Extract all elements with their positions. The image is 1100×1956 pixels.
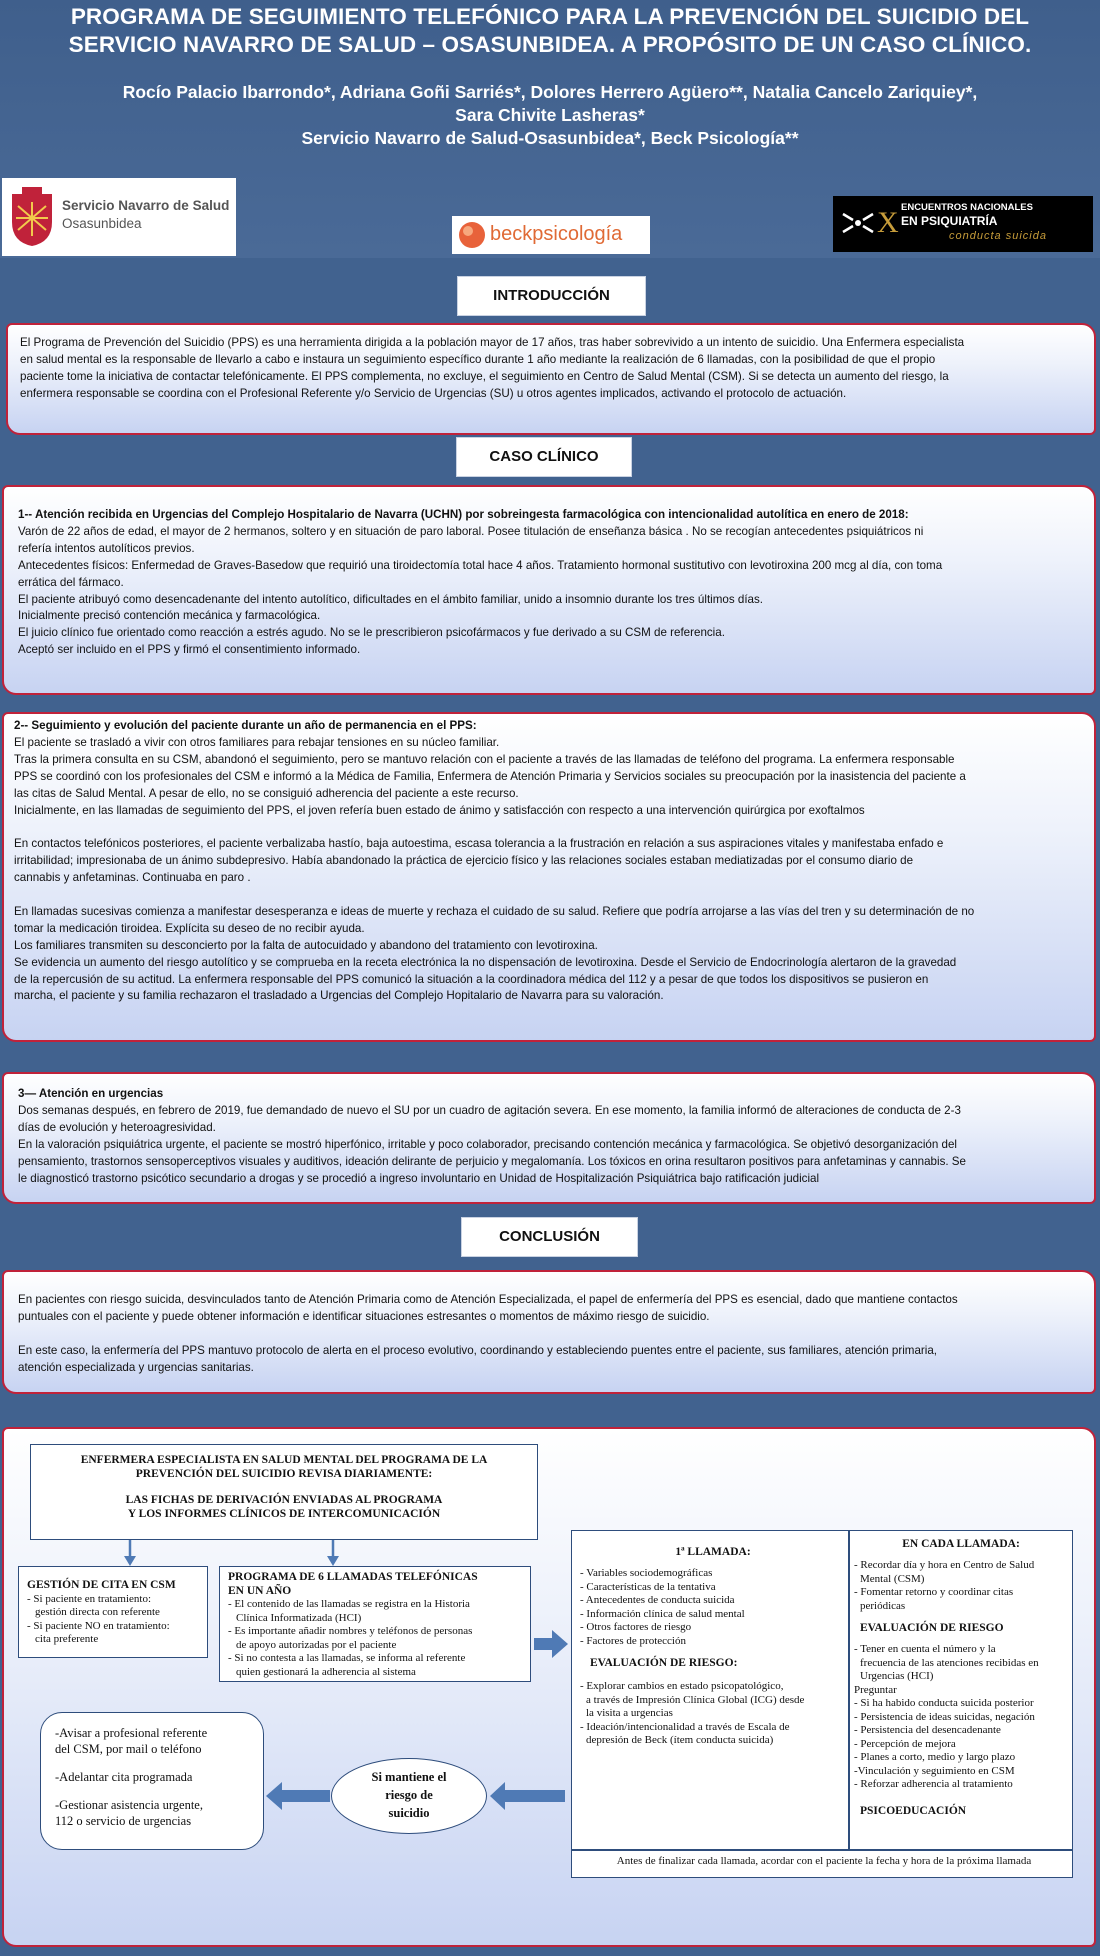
beck-logo-prefix: beck [490, 223, 533, 245]
caso-2-line: El paciente se trasladó a vivir con otros familiares para rebajar tensiones en su núcleo familiar. [14, 735, 500, 749]
sns-logo [2, 178, 236, 256]
primera-llamada-line: - Variables sociodemográficas [580, 1567, 713, 1579]
table-footer-note: Antes de finalizar cada llamada, acordar con el paciente la fecha y hora de la próxima llamada [616, 1855, 1032, 1867]
encuentros-line-2: EN PSIQUIATRÍA [901, 214, 998, 228]
cada-evaluacion-line: - Planes a corto, medio y largo plazo [854, 1751, 1016, 1763]
section-label-conclusion: CONCLUSIÓN [461, 1217, 638, 1257]
gestion-cita-line: gestión directa con referente [35, 1606, 160, 1618]
poster-title-line-2: SERVICIO NAVARRO DE SALUD – OSASUNBIDEA. A PROPÓSITO DE UN CASO CLÍNICO. [68, 32, 1032, 57]
navarra-shield-icon [8, 186, 56, 248]
cada-evaluacion-line: -Vinculación y seguimiento en CSM [854, 1764, 1015, 1777]
primera-llamada-line: - Características de la tentativa [580, 1580, 716, 1593]
cada-llamada-title: EN CADA LLAMADA: [902, 1538, 1020, 1550]
conclusion-text [18, 1292, 1090, 1377]
top-box-line-2: PREVENCIÓN DEL SUICIDIO REVISA DIARIAMENTE: [135, 1468, 433, 1480]
encuentros-line-1: ENCUENTROS NACIONALES [901, 202, 1033, 213]
primera-llamada-line: - Factores de protección [580, 1634, 686, 1647]
caso-2-line: En contactos telefónicos posteriores, el paciente verbalizaba hastío, baja autoestima, escasa tolerancia a la frustración en relación a sus aspiraciones vitales y manifestaba enfado e [14, 837, 944, 851]
caso-1-line: Inicialmente precisó contención mecánica y farmacológica. [18, 609, 321, 623]
caso-1-line: Aceptó ser incluido en el PPS y firmó el consentimiento informado. [18, 643, 361, 657]
oval-line-3: suicidio [388, 1806, 430, 1820]
caso-2-line: PPS se coordinó con los profesionales del CSM e informó a la Médica de Familia, Enfermera de Atención Primaria y Servicios sociales su preocupación por la inasistencia del paciente a [14, 769, 966, 783]
caso-2-line: las citas de Salud Mental. A pesar de ello, no se consiguió adherencia del paciente a este recurso. [14, 786, 519, 800]
cada-evaluacion-line: Preguntar [854, 1683, 897, 1696]
encuentros-line-3: conducta suicida [949, 230, 1047, 242]
primera-evaluacion-line: a través de Impresión Clínica Global (ICG) desde [586, 1693, 805, 1706]
caso-2-line: irritabilidad; impresionaba de un ánimo subdepresivo. Había abandonado la práctica de ejercicio físico y las relaciones sociales estaban mediatizadas por el consumo diario de [14, 854, 914, 868]
primera-llamada-line: - Otros factores de riesgo [580, 1621, 692, 1633]
llamadas-table [571, 1530, 1073, 1878]
caso-3-text [18, 1086, 1090, 1187]
intro-line: paciente tome la iniciativa de contactar telefónicamente. El PPS complementa, no excluye, el seguimiento en Centro de Salud Mental (CSM). Si se detecta un aumento del riesgo, la [20, 369, 949, 383]
conclusion-line: En este caso, la enfermería del PPS mantuvo protocolo de alerta en el proceso evolutivo, coordinando y estableciendo puentes entre el paciente, sus familiares, atención primaria, [18, 1343, 938, 1357]
acciones-line: -Adelantar cita programada [55, 1770, 193, 1784]
encuentros-logo [833, 196, 1093, 252]
psicoeducacion-label: PSICOEDUCACIÓN [860, 1804, 967, 1817]
programa-line: - El contenido de las llamadas se registra en la Historia [228, 1598, 470, 1610]
cada-evaluacion-line: - Persistencia de ideas suicidas, negación [854, 1710, 1035, 1723]
caso-1-line: Antecedentes físicos: Enfermedad de Graves-Basedow que requirió una tiroidectomía total hace 4 años. Tratamiento hormonal sustitutivo con levotiroxina 200 mcg al día, con toma [18, 558, 943, 572]
intro-line: El Programa de Prevención del Suicidio (PPS) es una herramienta dirigida a la población mayor de 17 años, tras haber sobrevivido a un intento de suicidio. Una Enfermera especialista [20, 336, 965, 349]
gestion-cita-line: cita preferente [35, 1633, 99, 1645]
programa-llamadas-box [219, 1566, 531, 1682]
conclusion-line: En pacientes con riesgo suicida, desvinculados tanto de Atención Primaria como de Atención Especializada, el papel de enfermería del PPS es esencial, dado que mantiene contactos [18, 1293, 958, 1306]
acciones-line: del CSM, por mail o teléfono [55, 1742, 202, 1756]
gestion-cita-box [18, 1566, 208, 1658]
authors-line-2: Sara Chivite Lasheras* [455, 105, 645, 125]
top-box-line-3: LAS FICHAS DE DERIVACIÓN ENVIADAS AL PROGRAMA [125, 1494, 443, 1506]
cada-evaluacion-line: - Percepción de mejora [854, 1737, 956, 1750]
intro-line: enfermera responsable se coordina con el Profesional Referente y/o Servicio de Urgencias (SU) u otros agentes implicados, activando el protocolo de actuación. [20, 386, 847, 400]
gestion-cita-title: GESTIÓN DE CITA EN CSM [27, 1579, 176, 1591]
primera-llamada-line: - Información clínica de salud mental [580, 1607, 745, 1620]
conclusion-line: puntuales con el paciente y puede obtener información e identificar situaciones estresantes o momentos de máximo riesgo de suicidio. [18, 1309, 710, 1323]
primera-evaluacion-line: la visita a urgencias [586, 1707, 673, 1719]
caso-1-line: errática del fármaco. [18, 575, 124, 589]
conclusion-line: atención especializada y urgencias sanitarias. [18, 1360, 254, 1374]
poster-header [0, 0, 1100, 258]
section-label-introduccion: INTRODUCCIÓN [457, 276, 646, 316]
programa-line: quien gestionará la adherencia al sistema [236, 1665, 416, 1678]
caso-1-line: refería intentos autolíticos previos. [18, 541, 195, 555]
primera-llamada-column [580, 1545, 846, 1748]
cada-llamada-column [854, 1537, 1068, 1818]
caso-2-line: Los familiares transmiten su desconcierto por la falta de autocuidado y abandono del tratamiento con levotiroxina. [14, 938, 598, 952]
conclusion-panel [2, 1270, 1096, 1394]
acciones-line: -Gestionar asistencia urgente, [55, 1798, 203, 1812]
beck-logo [452, 216, 650, 254]
authors-line-3: Servicio Navarro de Salud-Osasunbidea*, Beck Psicología** [301, 128, 799, 148]
caso-2-line: tomar la medicación tiroidea. Explícita su deseo de no recibir ayuda. [14, 921, 365, 935]
beck-logo-suffix: psicología [532, 223, 623, 245]
caso-3-heading: 3— Atención en urgencias [18, 1087, 164, 1100]
caso-2-panel [2, 712, 1096, 1042]
beck-logo-text [490, 223, 622, 246]
programa-title-1: PROGRAMA DE 6 LLAMADAS TELEFÓNICAS [228, 1571, 478, 1583]
cada-evaluacion-line: - Tener en cuenta el número y la [854, 1643, 996, 1655]
caso-1-line: Varón de 22 años de edad, el mayor de 2 hermanos, soltero y en situación de paro laboral. Posee titulación de enseñanza básica . No se recogían antecedentes psiquiátricos ni [18, 524, 924, 538]
oval-line-1: Si mantiene el [371, 1770, 447, 1784]
gestion-cita-line: - Si paciente NO en tratamiento: [27, 1619, 170, 1632]
intro-panel [6, 323, 1096, 435]
intro-text [20, 335, 1086, 403]
primera-evaluacion-line: - Ideación/intencionalidad a través de Escala de [580, 1720, 790, 1733]
acciones-box [40, 1712, 264, 1850]
beck-circle-icon [456, 220, 490, 250]
caso-2-line: Inicialmente, en las llamadas de seguimiento del PPS, el joven refería buen estado de ánimo y satisfacción con respecto a una intervención quirúrgica por exoftalmos [14, 803, 865, 817]
caso-2-line: cannabis y anfetaminas. Continuaba en paro . [14, 871, 251, 885]
caso-3-line: En la valoración psiquiátrica urgente, el paciente se mostró hiperfónico, irritable y poco colaborador, precisando contención mecánica y farmacológica. Se objetivó desorganización del [18, 1137, 957, 1151]
section-label-caso-clinico: CASO CLÍNICO [456, 437, 632, 477]
caso-1-panel [2, 485, 1096, 695]
sns-logo-subtext: Osasunbidea [62, 216, 142, 231]
caso-2-line: Tras la primera consulta en su CSM, abandonó el seguimiento, pero se mantuvo relación con el paciente a través de las llamadas de teléfono del programa. La enfermera responsable [14, 752, 955, 766]
acciones-line: 112 o servicio de urgencias [55, 1814, 192, 1828]
primera-evaluacion-line: - Explorar cambios en estado psicopatológico, [580, 1680, 784, 1692]
gestion-cita-line: - Si paciente en tratamiento: [27, 1592, 152, 1605]
programa-line: de apoyo autorizadas por el paciente [236, 1638, 397, 1651]
cada-evaluacion-line: - Reforzar adherencia al tratamiento [854, 1778, 1013, 1790]
riesgo-oval [331, 1758, 487, 1834]
encuentros-numeral: X [877, 206, 899, 239]
cada-llamada-line: Mental (CSM) [860, 1572, 925, 1585]
arrows-converge-icon [841, 206, 875, 240]
primera-llamada-title: 1ª LLAMADA: [675, 1546, 751, 1558]
diagram-top-box [30, 1444, 538, 1540]
programa-line: Clínica Informatizada (HCI) [236, 1611, 362, 1624]
primera-llamada-line: - Antecedentes de conducta suicida [580, 1594, 735, 1606]
cada-evaluacion-line: Urgencias (HCI) [860, 1670, 934, 1682]
caso-3-line: días de evolución y heteroagresividad. [18, 1120, 216, 1134]
cada-evaluacion-title: EVALUACIÓN DE RIESGO [860, 1622, 1004, 1634]
sns-logo-text: Servicio Navarro de Salud [62, 198, 230, 213]
caso-3-line: le diagnosticó trastorno psicótico secundario a drogas y se procedió a ingreso involuntario en Unidad de Hospitalización Psiquiátrica bajo ratificación judicial [18, 1171, 820, 1185]
cada-evaluacion-line: - Si ha habido conducta suicida posterior [854, 1697, 1034, 1709]
caso-1-line: El juicio clínico fue orientado como reacción a estrés agudo. No se le prescribieron psicofármacos y fue derivado a su CSM de referencia. [18, 626, 725, 640]
caso-2-line: de la repercusión de su actitud. La enfermera responsable del PPS comunicó la situación a la coordinadora médica del 112 y a pesar de que todos los dispositivos se pusieron en [14, 972, 929, 986]
oval-line-2: riesgo de [385, 1788, 433, 1802]
programa-line: - Es importante añadir nombres y teléfonos de personas [228, 1625, 473, 1637]
top-box-line-4: Y LOS INFORMES CLÍNICOS DE INTERCOMUNICACIÓN [127, 1508, 441, 1520]
acciones-line: -Avisar a profesional referente [55, 1726, 208, 1740]
caso-2-line: marcha, el paciente y su familia rechazaron el trasladado a Urgencias del Complejo Hopitalario de Navarra para su valoración. [14, 989, 664, 1003]
intro-line: en salud mental es la responsable de llevarlo a cabo e instaura un seguimiento específico durante 1 año mediante la realización de 6 llamadas, con la posibilidad de que el propio [20, 352, 936, 366]
top-box-line-1: ENFERMERA ESPECIALISTA EN SALUD MENTAL DEL PROGRAMA DE LA [80, 1454, 488, 1466]
primera-evaluacion-line: depresión de Beck (ítem conducta suicida) [586, 1734, 774, 1746]
primera-evaluacion-title: EVALUACIÓN DE RIESGO: [590, 1657, 738, 1669]
cada-llamada-line: - Fomentar retorno y coordinar citas [854, 1586, 1014, 1598]
caso-3-panel [2, 1072, 1096, 1204]
caso-2-heading: 2-- Seguimiento y evolución del paciente durante un año de permanencia en el PPS: [14, 719, 477, 732]
caso-2-text [14, 718, 1086, 1005]
cada-llamada-line: periódicas [860, 1599, 906, 1612]
programa-title-2: EN UN AÑO [228, 1584, 292, 1597]
caso-3-line: pensamiento, trastornos sensoperceptivos visuales y auditivos, ideación delirante de perjuicio y megalomanía. Los tóxicos en orina resultaron positivos para anfetaminas y cannabis. Se [18, 1154, 966, 1168]
authors-line-1: Rocío Palacio Ibarrondo*, Adriana Goñi Sarriés*, Dolores Herrero Agüero**, Natalia Cancelo Zariquiey*, [122, 82, 978, 102]
caso-1-heading: 1-- Atención recibida en Urgencias del Complejo Hospitalario de Navarra (UCHN) por sobreingesta farmacológica con intencionalidad autolítica en enero de 2018: [18, 508, 909, 521]
programa-line: - Si no contesta a las llamadas, se informa al referente [228, 1652, 466, 1664]
caso-1-text [18, 507, 1084, 659]
caso-2-line: Se evidencia un aumento del riesgo autolítico y se comprueba en la receta electrónica la no dispensación de levotiroxina. Desde el Servicio de Endocrinología alertaron de la gravedad [14, 955, 957, 969]
cada-evaluacion-line: - Persistencia del desencadenante [854, 1724, 1001, 1736]
cada-llamada-line: - Recordar día y hora en Centro de Salud [854, 1559, 1035, 1571]
caso-2-line: En llamadas sucesivas comienza a manifestar desesperanza e ideas de muerte y rechaza el cuidado de su salud. Refiere que podría arrojarse a las vías del tren y su determinación de no [14, 904, 975, 918]
caso-3-line: Dos semanas después, en febrero de 2019, fue demandado de nuevo el SU por un cuadro de agitación severa. En ese momento, la familia informó de alteraciones de conducta de 2-3 [18, 1103, 961, 1117]
poster-title-line-1: PROGRAMA DE SEGUIMIENTO TELEFÓNICO PARA LA PREVENCIÓN DEL SUICIDIO DEL [70, 4, 1030, 29]
cada-evaluacion-line: frecuencia de las atenciones recibidas en [860, 1656, 1039, 1669]
caso-1-line: El paciente atribuyó como desencadenante del intento autolítico, dificultades en el ámbito familiar, unido a insomnio durante los tres últimos días. [18, 592, 764, 606]
